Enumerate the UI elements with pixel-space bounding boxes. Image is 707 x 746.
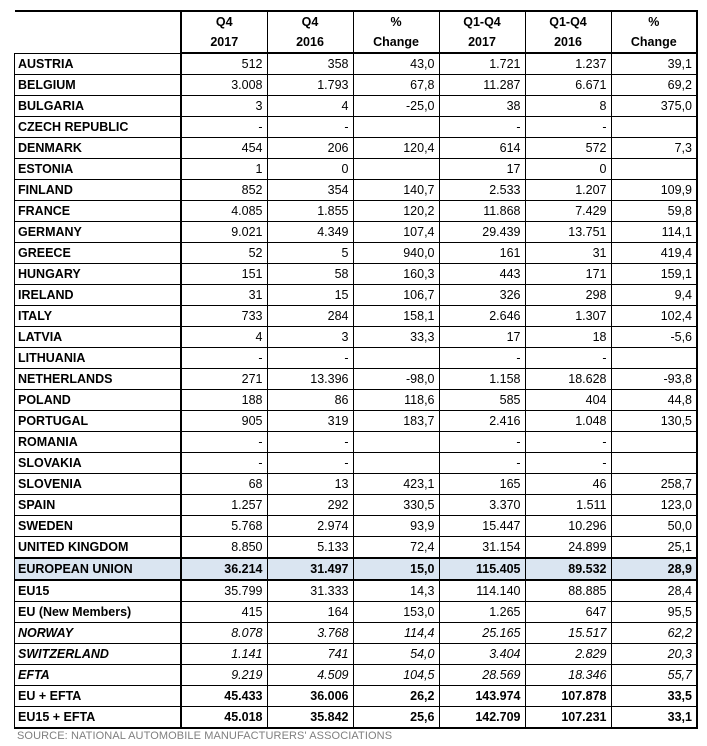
row-label: BELGIUM [15,75,182,96]
cell-q4-2017: 68 [181,474,267,495]
cell-ytd-2016: 8 [525,96,611,117]
cell-ytd-2016: 1.237 [525,53,611,75]
cell-q4-2017: 151 [181,264,267,285]
cell-q4-change: 72,4 [353,537,439,559]
country-row [15,306,698,327]
cell-q4-2017: - [181,348,267,369]
cell-ytd-2016: 18 [525,327,611,348]
country-row [15,537,698,559]
cell-ytd-2016: 88.885 [525,580,611,602]
cell-q4-2016: 2.974 [267,516,353,537]
cell-ytd-2016: - [525,117,611,138]
cell-ytd-2016: 0 [525,159,611,180]
header-q4-change-bottom: Change [353,32,439,53]
cell-ytd-2017: 29.439 [439,222,525,243]
cell-ytd-2016: 107.231 [525,707,611,729]
cell-q4-change: 67,8 [353,75,439,96]
cell-q4-2016: 284 [267,306,353,327]
row-label: HUNGARY [15,264,182,285]
header-ytd-change-top: % [611,11,697,32]
cell-ytd-change [611,117,697,138]
header-row-1 [15,11,698,32]
cell-q4-change: 423,1 [353,474,439,495]
row-label: FINLAND [15,180,182,201]
cell-q4-2016: 164 [267,602,353,623]
row-label: ITALY [15,306,182,327]
summary-row [15,665,698,686]
cell-ytd-change: 114,1 [611,222,697,243]
cell-ytd-2017: 28.569 [439,665,525,686]
cell-q4-change: 160,3 [353,264,439,285]
cell-ytd-2017: 25.165 [439,623,525,644]
cell-q4-change [353,453,439,474]
cell-q4-change: 120,2 [353,201,439,222]
cell-q4-change [353,348,439,369]
row-label: EUROPEAN UNION [15,558,182,580]
row-label: SLOVAKIA [15,453,182,474]
cell-q4-change [353,159,439,180]
country-row [15,348,698,369]
cell-ytd-2016: 31 [525,243,611,264]
cell-q4-2017: 36.214 [181,558,267,580]
cell-q4-change: 158,1 [353,306,439,327]
cell-ytd-2017: 1.265 [439,602,525,623]
cell-ytd-2017: 15.447 [439,516,525,537]
row-label: UNITED KINGDOM [15,537,182,559]
row-label: SWEDEN [15,516,182,537]
row-label: CZECH REPUBLIC [15,117,182,138]
row-label: SLOVENIA [15,474,182,495]
cell-q4-2017: - [181,432,267,453]
cell-ytd-2017: 143.974 [439,686,525,707]
cell-q4-change: 14,3 [353,580,439,602]
cell-q4-2016: - [267,348,353,369]
cell-ytd-2016: 10.296 [525,516,611,537]
cell-q4-2017: 9.219 [181,665,267,686]
cell-ytd-change: 50,0 [611,516,697,537]
cell-q4-2016: 36.006 [267,686,353,707]
cell-ytd-2016: 572 [525,138,611,159]
summary-row [15,623,698,644]
cell-q4-2017: 1.257 [181,495,267,516]
country-row [15,138,698,159]
cell-ytd-2017: 585 [439,390,525,411]
cell-ytd-change: 123,0 [611,495,697,516]
cell-ytd-2017: 17 [439,327,525,348]
cell-q4-2017: 905 [181,411,267,432]
country-row [15,516,698,537]
cell-ytd-2016: 15.517 [525,623,611,644]
cell-ytd-2016: 1.207 [525,180,611,201]
cell-q4-2016: 319 [267,411,353,432]
cell-ytd-2017: 2.416 [439,411,525,432]
cell-ytd-2016: 647 [525,602,611,623]
country-row [15,222,698,243]
country-row [15,390,698,411]
cell-q4-2016: 0 [267,159,353,180]
cell-ytd-2017: - [439,432,525,453]
cell-q4-2017: 45.433 [181,686,267,707]
cell-ytd-2017: 115.405 [439,558,525,580]
row-label: FRANCE [15,201,182,222]
cell-ytd-2016: 171 [525,264,611,285]
cell-ytd-2017: 165 [439,474,525,495]
summary-row [15,707,698,729]
cell-ytd-change: 95,5 [611,602,697,623]
header-ytd-2016-top: Q1-Q4 [525,11,611,32]
row-label: ROMANIA [15,432,182,453]
row-label: NETHERLANDS [15,369,182,390]
cell-ytd-change: 258,7 [611,474,697,495]
cell-q4-2017: 512 [181,53,267,75]
cell-ytd-2017: 1.158 [439,369,525,390]
row-label: SWITZERLAND [15,644,182,665]
cell-q4-2017: 8.850 [181,537,267,559]
country-row [15,432,698,453]
cell-q4-2016: 292 [267,495,353,516]
cell-q4-2016: 31.497 [267,558,353,580]
cell-ytd-2016: 107.878 [525,686,611,707]
cell-q4-2016: 86 [267,390,353,411]
row-label: EU + EFTA [15,686,182,707]
cell-ytd-2016: 6.671 [525,75,611,96]
cell-q4-2016: 4.509 [267,665,353,686]
cell-q4-2016: 15 [267,285,353,306]
cell-ytd-2016: 1.511 [525,495,611,516]
cell-ytd-2017: 142.709 [439,707,525,729]
cell-q4-2016: 4 [267,96,353,117]
cell-q4-2016: 13.396 [267,369,353,390]
cell-q4-change: 118,6 [353,390,439,411]
cell-ytd-2016: - [525,348,611,369]
cell-ytd-change [611,159,697,180]
cell-q4-change: 114,4 [353,623,439,644]
cell-q4-2016: 206 [267,138,353,159]
cell-ytd-2016: 18.346 [525,665,611,686]
cell-q4-2017: 1 [181,159,267,180]
cell-ytd-change: 159,1 [611,264,697,285]
row-label: POLAND [15,390,182,411]
cell-q4-2016: 31.333 [267,580,353,602]
cell-ytd-2017: 326 [439,285,525,306]
summary-row [15,580,698,602]
cell-ytd-2017: 31.154 [439,537,525,559]
cell-ytd-change: 28,9 [611,558,697,580]
row-label: IRELAND [15,285,182,306]
cell-ytd-2017: 443 [439,264,525,285]
row-label: EFTA [15,665,182,686]
country-row [15,264,698,285]
cell-ytd-change [611,432,697,453]
cell-q4-2016: 13 [267,474,353,495]
cell-q4-change: 330,5 [353,495,439,516]
cell-q4-change: 940,0 [353,243,439,264]
cell-q4-2017: 1.141 [181,644,267,665]
cell-q4-change: 106,7 [353,285,439,306]
cell-ytd-2017: 17 [439,159,525,180]
cell-ytd-2016: 46 [525,474,611,495]
row-label: AUSTRIA [15,53,182,75]
cell-ytd-2016: - [525,432,611,453]
cell-ytd-2017: - [439,117,525,138]
row-label: SPAIN [15,495,182,516]
row-label: GERMANY [15,222,182,243]
cell-ytd-2017: 3.370 [439,495,525,516]
cell-ytd-change [611,453,697,474]
row-label: NORWAY [15,623,182,644]
cell-ytd-change: 28,4 [611,580,697,602]
cell-ytd-change: 33,5 [611,686,697,707]
cell-q4-2016: 5 [267,243,353,264]
summary-row [15,644,698,665]
country-row [15,243,698,264]
cell-q4-change: 140,7 [353,180,439,201]
cell-q4-2017: 188 [181,390,267,411]
row-label: PORTUGAL [15,411,182,432]
registrations-table-container [14,10,698,729]
cell-q4-2017: 3.008 [181,75,267,96]
cell-q4-2016: 5.133 [267,537,353,559]
cell-ytd-change: -93,8 [611,369,697,390]
cell-ytd-change: 33,1 [611,707,697,729]
cell-ytd-change: 62,2 [611,623,697,644]
cell-q4-2016: 58 [267,264,353,285]
cell-q4-2016: - [267,453,353,474]
header-q4-2017-top: Q4 [181,11,267,32]
cell-ytd-2017: 614 [439,138,525,159]
cell-q4-change: 93,9 [353,516,439,537]
cell-ytd-2016: 404 [525,390,611,411]
cell-ytd-2016: 2.829 [525,644,611,665]
cell-ytd-change: 69,2 [611,75,697,96]
cell-q4-2017: 271 [181,369,267,390]
cell-q4-2016: 354 [267,180,353,201]
cell-ytd-change: 7,3 [611,138,697,159]
cell-ytd-2017: 11.287 [439,75,525,96]
country-row [15,117,698,138]
cell-ytd-change: 59,8 [611,201,697,222]
cell-q4-2017: 3 [181,96,267,117]
cell-q4-2017: 4 [181,327,267,348]
cell-q4-2016: 1.793 [267,75,353,96]
cell-ytd-change: 25,1 [611,537,697,559]
cell-q4-change [353,117,439,138]
cell-q4-change: 153,0 [353,602,439,623]
cell-q4-2016: 1.855 [267,201,353,222]
cell-q4-2016: 3.768 [267,623,353,644]
country-row [15,159,698,180]
row-label: LATVIA [15,327,182,348]
cell-q4-change: 25,6 [353,707,439,729]
header-blank-cell [15,32,182,53]
country-row [15,411,698,432]
cell-ytd-2017: 2.533 [439,180,525,201]
cell-q4-2017: 733 [181,306,267,327]
cell-q4-2016: 3 [267,327,353,348]
summary-row [15,558,698,580]
cell-ytd-change: 102,4 [611,306,697,327]
cell-ytd-2017: - [439,453,525,474]
header-q4-2016-bottom: 2016 [267,32,353,53]
cell-q4-change: 54,0 [353,644,439,665]
cell-ytd-change: 9,4 [611,285,697,306]
cell-ytd-change: 109,9 [611,180,697,201]
country-row [15,96,698,117]
country-row [15,180,698,201]
summary-row [15,686,698,707]
cell-q4-2017: - [181,453,267,474]
cell-q4-2017: 8.078 [181,623,267,644]
cell-q4-2017: 4.085 [181,201,267,222]
country-row [15,75,698,96]
cell-q4-change: 104,5 [353,665,439,686]
cell-q4-2017: - [181,117,267,138]
cell-q4-change: 183,7 [353,411,439,432]
cell-q4-2016: - [267,117,353,138]
cell-ytd-2017: 38 [439,96,525,117]
header-ytd-2017-bottom: 2017 [439,32,525,53]
cell-q4-2017: 5.768 [181,516,267,537]
cell-ytd-2016: 89.532 [525,558,611,580]
header-q4-2017-bottom: 2017 [181,32,267,53]
cell-q4-2017: 45.018 [181,707,267,729]
cell-q4-2016: 35.842 [267,707,353,729]
cell-ytd-2017: 114.140 [439,580,525,602]
country-row [15,495,698,516]
cell-ytd-2016: 24.899 [525,537,611,559]
cell-ytd-change: 130,5 [611,411,697,432]
table-header [15,11,698,53]
row-label: GREECE [15,243,182,264]
header-ytd-2017-top: Q1-Q4 [439,11,525,32]
cell-ytd-2017: 3.404 [439,644,525,665]
cell-ytd-change: -5,6 [611,327,697,348]
cell-ytd-2017: 1.721 [439,53,525,75]
cell-ytd-2017: - [439,348,525,369]
country-row [15,474,698,495]
row-label: BULGARIA [15,96,182,117]
cell-q4-2016: - [267,432,353,453]
cell-ytd-2016: 18.628 [525,369,611,390]
table-body [15,53,698,728]
cell-q4-2017: 35.799 [181,580,267,602]
cell-q4-2017: 852 [181,180,267,201]
header-ytd-change-bottom: Change [611,32,697,53]
row-label: EU15 [15,580,182,602]
country-row [15,201,698,222]
cell-q4-change: 120,4 [353,138,439,159]
cell-ytd-2016: 1.307 [525,306,611,327]
cell-q4-change: 26,2 [353,686,439,707]
cell-q4-2017: 9.021 [181,222,267,243]
row-label: LITHUANIA [15,348,182,369]
cell-ytd-change: 375,0 [611,96,697,117]
header-q4-2016-top: Q4 [267,11,353,32]
cell-q4-2016: 741 [267,644,353,665]
country-row [15,53,698,75]
row-label: EU (New Members) [15,602,182,623]
cell-ytd-2016: 1.048 [525,411,611,432]
cell-ytd-2016: 13.751 [525,222,611,243]
cell-ytd-change: 419,4 [611,243,697,264]
cell-q4-2016: 4.349 [267,222,353,243]
registrations-table [14,10,698,729]
cell-ytd-2016: - [525,453,611,474]
country-row [15,327,698,348]
cell-ytd-2017: 2.646 [439,306,525,327]
cell-q4-2017: 454 [181,138,267,159]
cell-ytd-2016: 298 [525,285,611,306]
header-blank-cell [15,11,182,32]
cell-q4-2017: 31 [181,285,267,306]
cell-q4-change: 43,0 [353,53,439,75]
cell-ytd-2017: 11.868 [439,201,525,222]
cell-ytd-change: 39,1 [611,53,697,75]
cell-ytd-change: 20,3 [611,644,697,665]
country-row [15,453,698,474]
cell-q4-change: 107,4 [353,222,439,243]
header-row-2 [15,32,698,53]
cell-q4-change: -25,0 [353,96,439,117]
cell-ytd-change: 55,7 [611,665,697,686]
cell-q4-change: 15,0 [353,558,439,580]
header-ytd-2016-bottom: 2016 [525,32,611,53]
summary-row [15,602,698,623]
cell-q4-2016: 358 [267,53,353,75]
cell-q4-change: 33,3 [353,327,439,348]
cell-ytd-change: 44,8 [611,390,697,411]
cell-ytd-2016: 7.429 [525,201,611,222]
row-label: DENMARK [15,138,182,159]
cell-q4-2017: 52 [181,243,267,264]
cell-ytd-change [611,348,697,369]
row-label: ESTONIA [15,159,182,180]
source-note: SOURCE: NATIONAL AUTOMOBILE MANUFACTURERS' ASSOCIATIONS [17,730,393,742]
country-row [15,369,698,390]
cell-q4-change: -98,0 [353,369,439,390]
row-label: EU15 + EFTA [15,707,182,729]
cell-q4-change [353,432,439,453]
header-q4-change-top: % [353,11,439,32]
country-row [15,285,698,306]
cell-q4-2017: 415 [181,602,267,623]
cell-ytd-2017: 161 [439,243,525,264]
